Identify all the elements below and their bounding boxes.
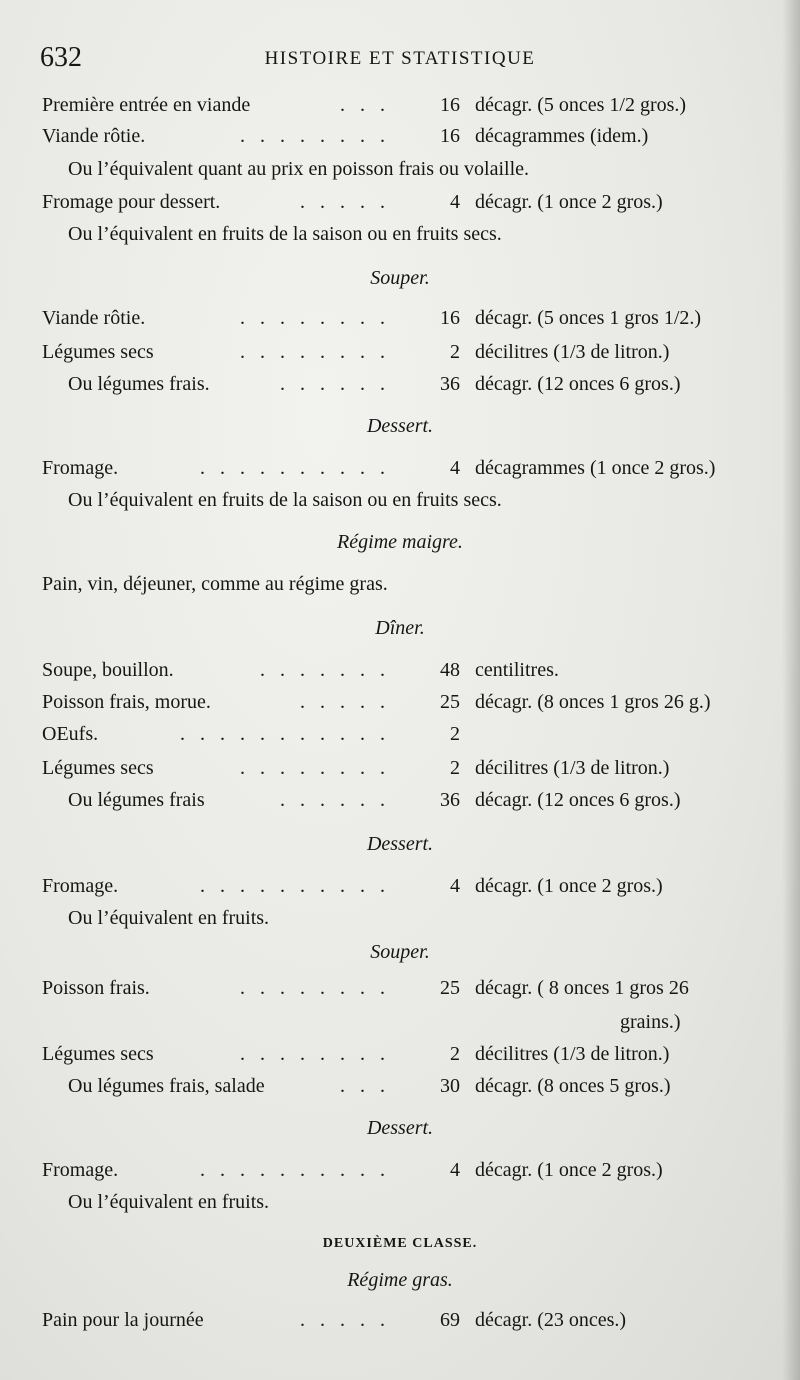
quantity-detail-continuation: grains.) <box>620 1011 681 1033</box>
section-heading: Souper. <box>370 941 430 963</box>
quantity: 36 <box>440 373 460 395</box>
leader-dots: . . . . . . . . <box>240 757 390 779</box>
quantity-detail: décagr. (12 onces 6 gros.) <box>475 373 681 395</box>
leader-dots: . . . . . . . . <box>240 1043 390 1065</box>
leader-dots: . . . . . . . <box>260 659 390 681</box>
leader-dots: . . . . . <box>300 1309 390 1331</box>
quantity: 30 <box>440 1075 460 1097</box>
quantity-detail: décilitres (1/3 de litron.) <box>475 757 670 779</box>
leader-dots: . . . . . . . . <box>240 977 390 999</box>
quantity-detail: décagrammes (idem.) <box>475 125 649 147</box>
item-alternative-label: Ou légumes frais. <box>68 373 210 395</box>
quantity-detail: décilitres (1/3 de litron.) <box>475 341 670 363</box>
note-text: Ou l’équivalent en fruits. <box>68 907 270 929</box>
item-label: Soupe, bouillon. <box>42 659 174 681</box>
section-heading: Régime maigre. <box>337 531 463 553</box>
quantity: 16 <box>440 94 460 116</box>
quantity: 4 <box>450 457 460 479</box>
leader-dots: . . . . . . . . . . <box>200 1159 390 1181</box>
quantity-detail: centilitres. <box>475 659 559 681</box>
page-header <box>40 42 760 78</box>
leader-dots: . . . . . . <box>280 789 390 811</box>
leader-dots: . . . <box>340 1075 390 1097</box>
item-label: Fromage pour dessert. <box>42 191 221 213</box>
leader-dots: . . . . . <box>300 191 390 213</box>
quantity: 4 <box>450 1159 460 1181</box>
item-label: Fromage. <box>42 1159 119 1181</box>
quantity: 2 <box>450 723 460 745</box>
quantity: 2 <box>450 1043 460 1065</box>
quantity: 2 <box>450 757 460 779</box>
quantity-detail: décagr. (12 onces 6 gros.) <box>475 789 681 811</box>
item-alternative-label: Ou légumes frais <box>68 789 205 811</box>
section-heading: Dessert. <box>366 415 434 437</box>
leader-dots: . . . . . . . . . . <box>200 875 390 897</box>
page-number: 632 <box>40 42 82 73</box>
quantity-detail: décagrammes (1 once 2 gros.) <box>475 457 716 479</box>
item-label: Poisson frais, morue. <box>42 691 211 713</box>
quantity: 25 <box>440 691 460 713</box>
quantity-detail: décagr. (1 once 2 gros.) <box>475 191 663 213</box>
quantity-detail: décagr. (1 once 2 gros.) <box>475 875 663 897</box>
quantity-detail: décagr. ( 8 onces 1 gros 26 <box>475 977 689 999</box>
item-label: Légumes secs <box>42 341 154 363</box>
item-label: Poisson frais. <box>42 977 150 999</box>
section-heading: Dîner. <box>375 617 425 639</box>
leader-dots: . . . <box>340 94 390 116</box>
item-label: Légumes secs <box>42 757 154 779</box>
quantity: 2 <box>450 341 460 363</box>
item-label: Première entrée en viande <box>42 94 251 116</box>
quantity: 16 <box>440 307 460 329</box>
quantity-detail: décagr. (5 onces 1 gros 1/2.) <box>475 307 702 329</box>
note-text: Ou l’équivalent quant au prix en poisson frais ou volaille. <box>68 158 530 180</box>
quantity-detail: décilitres (1/3 de litron.) <box>475 1043 670 1065</box>
quantity: 48 <box>440 659 460 681</box>
quantity: 69 <box>440 1309 460 1331</box>
quantity-detail: décagr. (8 onces 5 gros.) <box>475 1075 671 1097</box>
leader-dots: . . . . . . <box>280 373 390 395</box>
section-heading: Régime gras. <box>347 1269 453 1291</box>
leader-dots: . . . . . . . . . . . <box>180 723 390 745</box>
leader-dots: . . . . . . . . <box>240 125 390 147</box>
leader-dots: . . . . . . . . <box>240 307 390 329</box>
quantity: 16 <box>440 125 460 147</box>
item-label: Fromage. <box>42 875 119 897</box>
quantity-detail: décagr. (1 once 2 gros.) <box>475 1159 663 1181</box>
section-heading: Dessert. <box>366 1117 434 1139</box>
leader-dots: . . . . . . . . . . <box>200 457 390 479</box>
quantity-detail: décagr. (8 onces 1 gros 26 g.) <box>475 691 711 713</box>
item-alternative-label: Ou légumes frais, salade <box>68 1075 265 1097</box>
quantity: 4 <box>450 875 460 897</box>
note-text: Ou l’équivalent en fruits de la saison ou en fruits secs. <box>68 489 502 511</box>
quantity: 25 <box>440 977 460 999</box>
item-label: Viande rôtie. <box>42 125 146 147</box>
quantity-detail: décagr. (23 onces.) <box>475 1309 627 1331</box>
item-label: Légumes secs <box>42 1043 154 1065</box>
section-heading: Souper. <box>370 267 430 289</box>
quantity-detail: décagr. (5 onces 1/2 gros.) <box>475 94 687 116</box>
note-text: Ou l’équivalent en fruits de la saison ou en fruits secs. <box>68 223 502 245</box>
note-text: Ou l’équivalent en fruits. <box>68 1191 270 1213</box>
item-label: Fromage. <box>42 457 119 479</box>
leader-dots: . . . . . . . . <box>240 341 390 363</box>
running-title: HISTOIRE ET STATISTIQUE <box>264 48 536 69</box>
quantity: 4 <box>450 191 460 213</box>
leader-dots: . . . . . <box>300 691 390 713</box>
paragraph-text: Pain, vin, déjeuner, comme au régime gras. <box>42 573 388 595</box>
item-label: Viande rôtie. <box>42 307 146 329</box>
item-label: OEufs. <box>42 723 99 745</box>
section-heading: Dessert. <box>366 833 434 855</box>
item-label: Pain pour la journée <box>42 1309 204 1331</box>
quantity: 36 <box>440 789 460 811</box>
class-heading: DEUXIÈME CLASSE. <box>322 1236 478 1251</box>
